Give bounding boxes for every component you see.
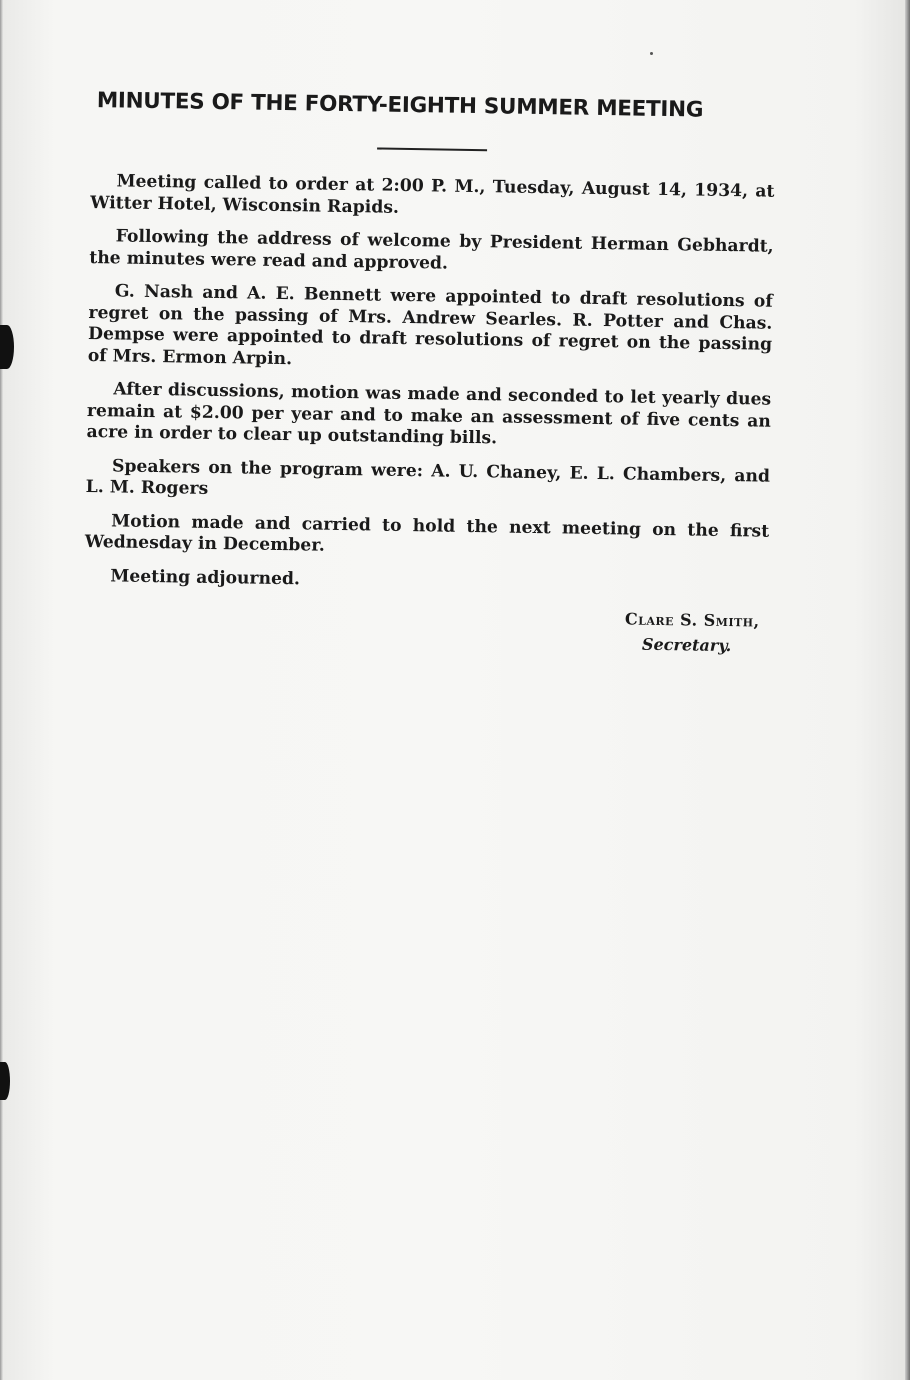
paragraph-call-to-order: Meeting called to order at 2:00 P. M., Tuesday, August 14, 1934, at Witter Hotel, Wisconsin Rapids. <box>90 171 775 218</box>
paragraph-dues: After discussions, motion was made and seconded to let yearly dues remain at $2.00 per year and to make an assessment of five cents an acre in order to clear up outstanding bills. <box>86 379 772 449</box>
document-title: MINUTES OF THE FORTY-EIGHTH SUMMER MEETING <box>96 88 704 123</box>
page-left-edge <box>0 0 3 1380</box>
signature-name: Clare S. Smith, <box>624 609 760 631</box>
paragraph-resolutions: G. Nash and A. E. Bennett were appointed to draft resolutions of regret on the passing of Mrs. Andrew Searles. R. Potter and Chas. Dempse were appointed to draft resolutions of regret on the passing of Mrs. Ermon Arpin. <box>87 281 773 369</box>
ink-speck <box>650 52 653 55</box>
paragraph-next-meeting: Motion made and carried to hold the next meeting on the first Wednesday in December. <box>84 510 770 556</box>
paragraph-welcome: Following the address of welcome by President Herman Gebhardt, the minutes were read and approved. <box>89 226 774 274</box>
page-right-edge <box>905 0 910 1380</box>
document-body <box>83 88 776 656</box>
title-rule <box>377 147 487 151</box>
paragraph-speakers: Speakers on the program were: A. U. Chaney, E. L. Chambers, and L. M. Rogers <box>85 455 771 499</box>
binding-hole-mark-bottom <box>0 1062 10 1100</box>
binding-hole-mark-top <box>0 325 14 369</box>
paragraph-adjourned: Meeting adjourned. <box>110 565 301 589</box>
signature-title: Secretary. <box>641 634 732 656</box>
